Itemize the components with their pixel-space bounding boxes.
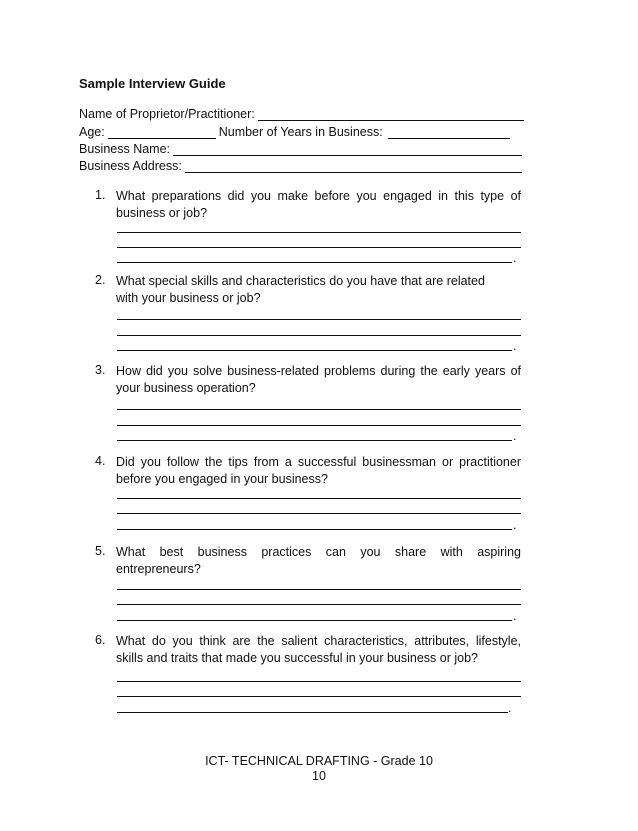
answer-line[interactable] (117, 619, 512, 621)
answer-line[interactable] (117, 231, 521, 233)
question-line-2: entrepreneurs? (116, 562, 201, 576)
question-text (116, 188, 521, 222)
question-line-1: What special skills and characteristics do you have that are related (116, 274, 485, 288)
question-number: 3. (95, 363, 106, 377)
age-label: Age: (79, 125, 105, 139)
question-line-2: business or job? (116, 206, 208, 220)
answer-line[interactable] (117, 439, 512, 441)
footer-page-number: 10 (312, 769, 326, 783)
question-line-1: What best business practices can you share with aspiring (116, 545, 521, 559)
question-text (116, 273, 521, 307)
question-line-2: with your business or job? (116, 291, 261, 305)
answer-end-mark: . (513, 518, 517, 532)
answer-line[interactable] (117, 261, 512, 263)
answer-end-mark: . (513, 251, 517, 265)
question-number: 2. (95, 273, 106, 287)
question-line-1: How did you solve business-related problems during the early years of (116, 364, 521, 378)
business-name-label: Business Name: (79, 142, 171, 156)
question-line-1: What do you think are the salient characteristics, attributes, lifestyle, (116, 634, 521, 648)
answer-line[interactable] (117, 512, 521, 514)
answer-end-mark: . (513, 339, 517, 353)
answer-line[interactable] (117, 711, 508, 713)
years-label: Number of Years in Business: (218, 125, 383, 139)
answer-line[interactable] (117, 246, 521, 248)
age-blank[interactable] (108, 126, 216, 139)
answer-line[interactable] (117, 349, 512, 351)
question-line-1: What preparations did you make before you engaged in this type of (116, 189, 521, 203)
answer-line[interactable] (117, 695, 521, 697)
answer-line[interactable] (117, 497, 521, 499)
question-number: 5. (95, 544, 106, 558)
business-address-label: Business Address: (79, 159, 182, 173)
age-years-field (79, 123, 524, 139)
answer-line[interactable] (117, 528, 512, 530)
question-line-2: your business operation? (116, 381, 256, 395)
question-text (116, 544, 521, 578)
answer-line[interactable] (117, 680, 521, 682)
question-number: 4. (95, 454, 106, 468)
answer-line[interactable] (117, 603, 521, 605)
business-name-blank[interactable] (173, 143, 522, 156)
answer-line[interactable] (117, 424, 521, 426)
answer-line[interactable] (117, 408, 521, 410)
question-text (116, 633, 521, 667)
question-number: 6. (95, 633, 106, 647)
question-text (116, 454, 521, 488)
proprietor-field (79, 105, 524, 121)
answer-end-mark: . (513, 429, 517, 443)
business-name-field (79, 140, 522, 156)
answer-line[interactable] (117, 588, 521, 590)
answer-end-mark: . (513, 609, 517, 623)
question-text (116, 363, 521, 397)
footer-course: ICT- TECHNICAL DRAFTING - Grade 10 (205, 754, 433, 768)
question-line-2: before you engaged in your business? (116, 472, 328, 486)
business-address-blank[interactable] (185, 160, 522, 173)
question-line-1: Did you follow the tips from a successful businessman or practitioner (116, 455, 521, 469)
years-blank[interactable] (388, 126, 510, 139)
proprietor-label: Name of Proprietor/Practitioner: (79, 107, 255, 121)
question-line-2: skills and traits that made you successful in your business or job? (116, 651, 478, 665)
answer-end-mark: . (508, 701, 512, 715)
page-title: Sample Interview Guide (79, 76, 226, 91)
proprietor-blank[interactable] (258, 108, 524, 121)
question-number: 1. (95, 188, 106, 202)
answer-line[interactable] (117, 334, 521, 336)
business-address-field (79, 157, 522, 173)
answer-line[interactable] (117, 318, 521, 320)
